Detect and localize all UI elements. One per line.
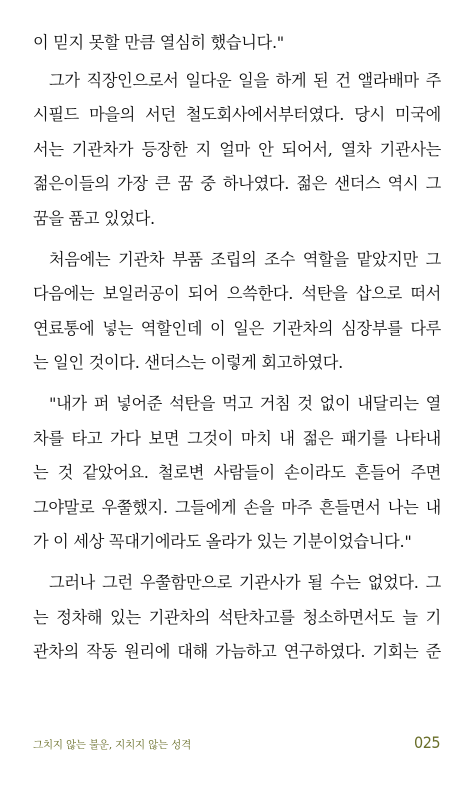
text-line: 연료통에 넣는 역할인데 이 일은 기관차의 심장부를 다루 <box>33 319 441 338</box>
text-line: 젊은이들의 가장 큰 꿈 중 하나였다. 젊은 샌더스 역시 그 <box>33 174 441 193</box>
text-line: 서는 기관차가 등장한 지 얼마 안 되어서, 열차 기관사는 <box>33 140 441 159</box>
text-line: 가 이 세상 꼭대기에라도 올라가 있는 기분이었습니다." <box>33 532 412 551</box>
text-line: 는 정차해 있는 기관차의 석탄차고를 청소하면서도 늘 기 <box>33 608 441 627</box>
text-line: 꿈을 품고 있었다. <box>33 209 155 228</box>
text-line: "내가 퍼 넣어준 석탄을 먹고 거침 것 없이 내달리는 열 <box>49 394 441 413</box>
text-line: 차를 타고 가다 보면 그것이 마치 내 젊은 패기를 나타내 <box>33 429 441 448</box>
text-line: 시필드 마을의 서던 철도회사에서부터였다. 당시 미국에 <box>33 105 441 124</box>
running-footer-title: 그치지 않는 불운, 지치지 않는 성격 <box>33 739 192 751</box>
text-line: 처음에는 기관차 부품 조립의 조수 역할을 맡았지만 그 <box>49 250 441 269</box>
text-line: 관차의 작동 원리에 대해 가늠하고 연구하였다. 기회는 준 <box>33 642 441 661</box>
text-line: 는 일인 것이다. 샌더스는 이렇게 회고하였다. <box>33 353 343 372</box>
page-number: 025 <box>414 733 440 752</box>
text-line: 그야말로 우쭐했지. 그들에게 손을 마주 흔들면서 나는 내 <box>33 498 441 517</box>
text-line: 는 것 같았어요. 철로변 사람들이 손이라도 흔들어 주면 <box>33 463 441 482</box>
text-line: 이 믿지 못할 만큼 열심히 했습니다." <box>33 33 284 52</box>
text-line: 다음에는 보일러공이 되어 으쓱한다. 석탄을 삽으로 떠서 <box>33 284 441 303</box>
text-line: 그러나 그런 우쭐함만으로 기관사가 될 수는 없었다. 그 <box>49 573 441 592</box>
text-line: 그가 직장인으로서 일다운 일을 하게 된 건 앨라배마 주 <box>49 71 441 90</box>
